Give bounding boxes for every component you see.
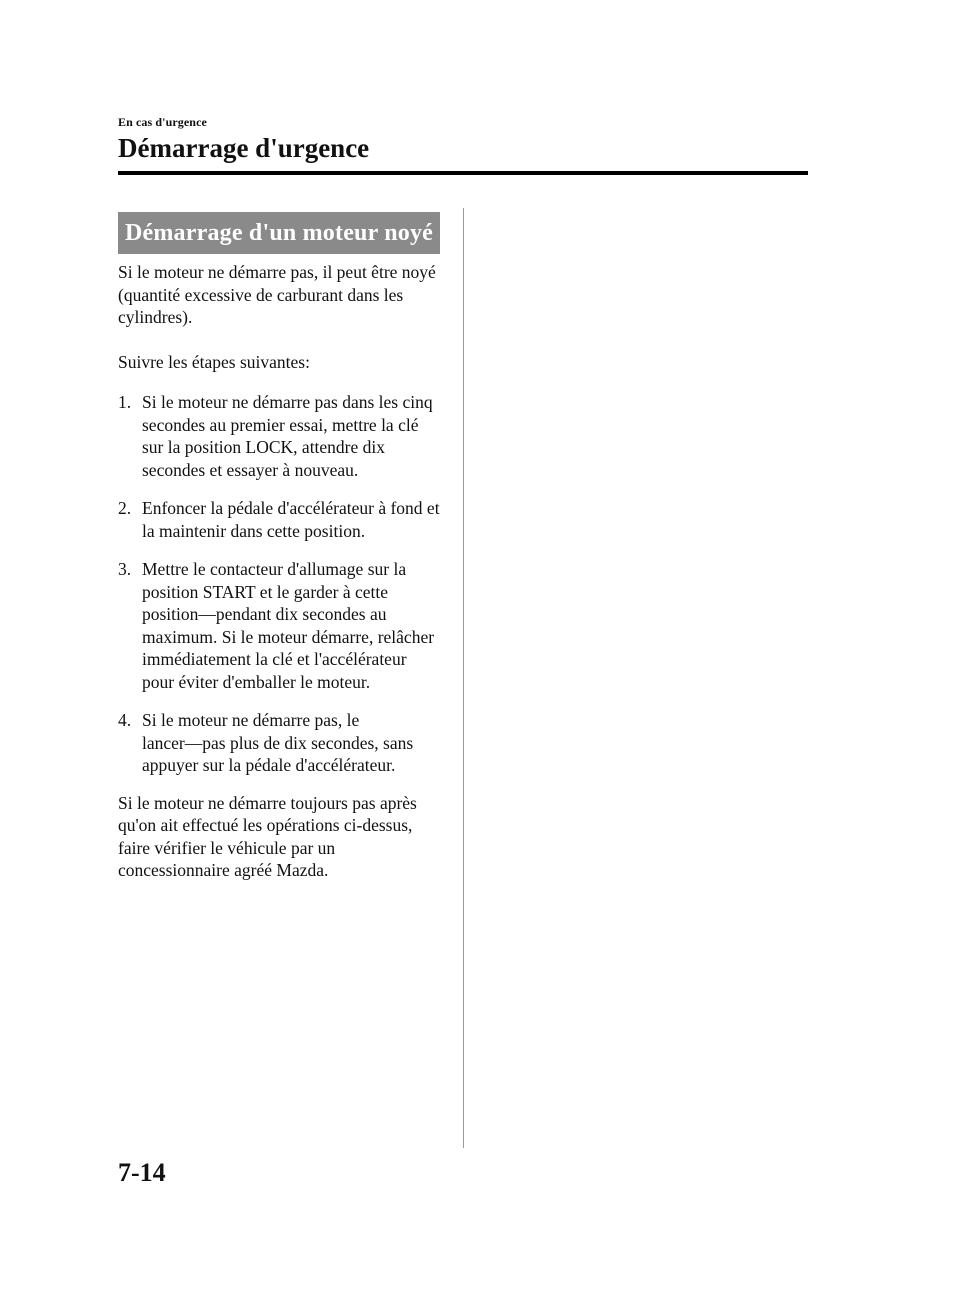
step-item xyxy=(118,558,440,693)
step-item xyxy=(118,497,440,542)
conclusion-paragraph: Si le moteur ne démarre toujours pas après qu'on ait effectué les opérations ci-dessus, faire vérifier le véhicule par un concessionnaire agréé Mazda. xyxy=(118,792,417,880)
step-item xyxy=(118,391,440,481)
step-item xyxy=(118,709,440,777)
intro-paragraph: Si le moteur ne démarre pas, il peut être noyé (quantité excessive de carburant dans les cylindres). xyxy=(118,262,436,327)
step-number: 1. xyxy=(118,392,132,412)
step-text: Si le moteur ne démarre pas, le lancer―pas plus de dix secondes, sans appuyer sur la pédale d'accélérateur. xyxy=(142,710,414,775)
section-heading: Démarrage d'un moteur noyé xyxy=(118,212,440,254)
page-number: 7-14 xyxy=(118,1158,166,1187)
steps-list xyxy=(118,391,440,777)
section-label: En cas d'urgence xyxy=(118,115,207,129)
step-text: Enfoncer la pédale d'accélérateur à fond et la maintenir dans cette position. xyxy=(142,498,440,541)
step-text: Si le moteur ne démarre pas dans les cinq secondes au premier essai, mettre la clé sur la position LOCK, attendre dix secondes et essayer à nouveau. xyxy=(142,392,433,480)
step-number: 2. xyxy=(118,498,132,518)
page-title: Démarrage d'urgence xyxy=(118,133,370,163)
title-rule xyxy=(118,171,808,175)
left-column xyxy=(118,212,440,882)
column-divider xyxy=(463,208,464,1148)
step-text: Mettre le contacteur d'allumage sur la position START et le garder à cette position―pendant dix secondes au maximum. Si le moteur démarre, relâcher immédiatement la clé et l'accélérateur pour éviter d'emballer le moteur. xyxy=(142,559,435,692)
step-number: 3. xyxy=(118,559,132,579)
steps-intro: Suivre les étapes suivantes: xyxy=(118,351,310,372)
step-number: 4. xyxy=(118,710,132,730)
